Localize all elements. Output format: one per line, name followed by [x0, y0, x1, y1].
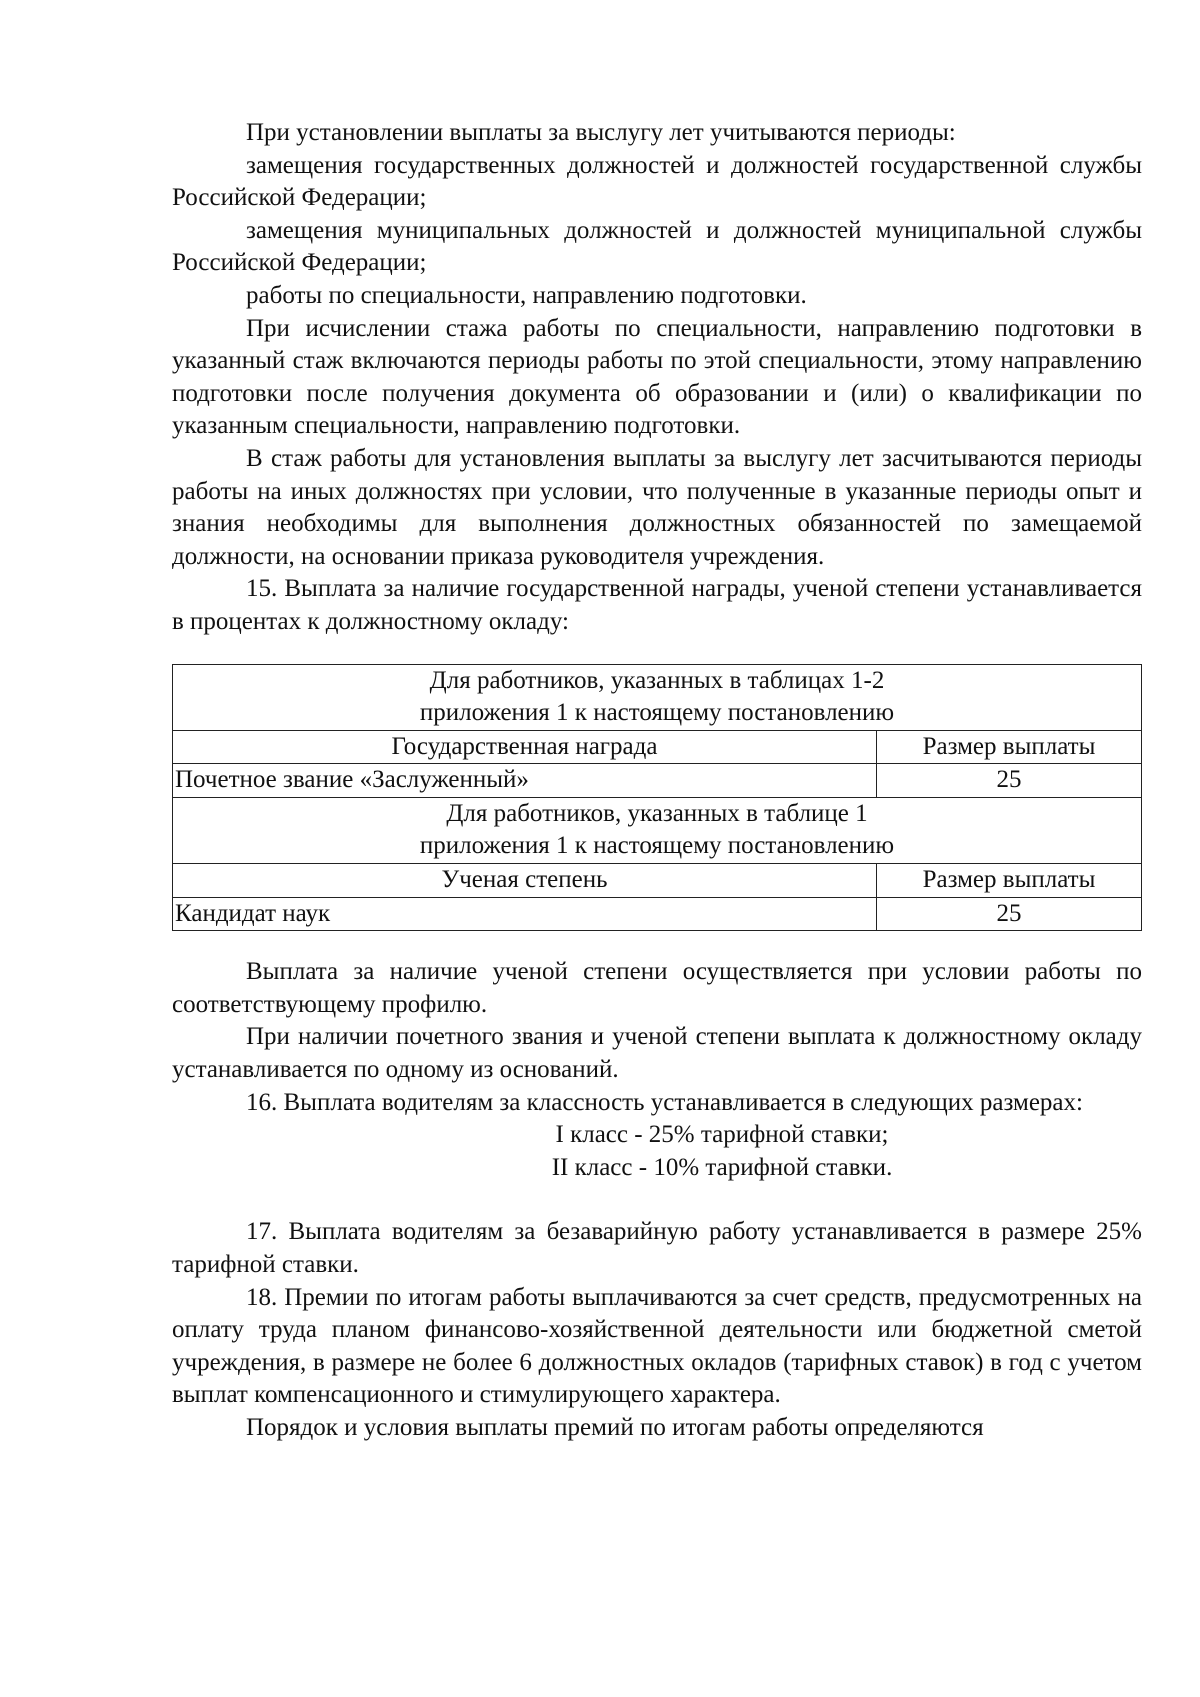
section-heading-line: Для работников, указанных в таблице 1 — [446, 799, 868, 827]
table-section-heading — [173, 797, 1142, 863]
document-body — [172, 117, 1142, 1445]
paragraph: Порядок и условия выплаты премий по итогам работы определяются — [246, 1413, 984, 1441]
section-heading-line: Для работников, указанных в таблицах 1-2 — [429, 666, 885, 694]
table-cell-value: 25 — [877, 764, 1142, 798]
paragraph: работы по специальности, направлению подготовки. — [246, 281, 807, 309]
column-header: Размер выплаты — [877, 730, 1142, 764]
column-header: Ученая степень — [173, 864, 877, 898]
section-heading-cell — [173, 797, 1142, 863]
table-section-heading — [173, 664, 1142, 730]
column-header: Размер выплаты — [877, 864, 1142, 898]
paragraph: При установлении выплаты за выслугу лет учитываются периоды: — [246, 119, 956, 146]
paragraph: замещения муниципальных должностей и должностей муниципальной службы Российской Федерации; — [172, 216, 1142, 277]
paragraph: 17. Выплата водителям за безаварийную работу устанавливается в размере 25% тарифной ставки. — [172, 1218, 1142, 1278]
table-cell-value: 25 — [877, 897, 1142, 931]
table-header-row — [173, 730, 1142, 764]
paragraph: Выплата за наличие ученой степени осуществляется при условии работы по соответствующему профилю. — [172, 958, 1142, 1018]
paragraph: замещения государственных должностей и должностей государственной службы Российской Федерации; — [172, 151, 1142, 212]
table-row — [173, 897, 1142, 931]
payment-table — [172, 664, 1142, 932]
paragraph: 16. Выплата водителям за классность устанавливается в следующих размерах: — [246, 1088, 1083, 1116]
table-cell-name: Почетное звание «Заслуженный» — [173, 764, 877, 798]
spacer — [172, 1184, 1142, 1216]
section-heading-cell — [173, 664, 1142, 730]
column-header: Государственная награда — [173, 730, 877, 764]
class-line: I класс - 25% тарифной ставки; — [555, 1121, 889, 1149]
paragraph: 18. Премии по итогам работы выплачиваются за счет средств, предусмотренных на оплату труда планом финансово-хозяйственной деятельности или бюджетной сметой учреждения, в размере не более 6 должностных окладов (тарифных ставок) в год с учетом выплат компенсационного и стимулирующего характера. — [172, 1283, 1142, 1409]
paragraph: При наличии почетного звания и ученой степени выплата к должностному окладу устанавливается по одному из оснований. — [172, 1023, 1142, 1084]
section-heading-line: приложения 1 к настоящему постановлению — [419, 832, 895, 860]
paragraph: 15. Выплата за наличие государственной награды, ученой степени устанавливается в процентах к должностному окладу: — [172, 575, 1142, 635]
paragraph: При исчислении стажа работы по специальности, направлению подготовки в указанный стаж включаются периоды работы по этой специальности, этому направлению подготовки после получения документа об образовании и (или) о квалификации по указанным специальности, направлению подготовки. — [172, 314, 1142, 440]
class-line: II класс - 10% тарифной ставки. — [551, 1153, 893, 1181]
table-header-row — [173, 864, 1142, 898]
section-heading-line: приложения 1 к настоящему постановлению — [419, 699, 895, 727]
table-row — [173, 764, 1142, 798]
table-cell-name: Кандидат наук — [173, 897, 877, 931]
paragraph: В стаж работы для установления выплаты за выслугу лет засчитываются периоды работы на иных должностях при условии, что полученные в указанные периоды опыт и знания необходимы для выполнения должностных обязанностей по замещаемой должности, на основании приказа руководителя учреждения. — [172, 444, 1142, 570]
